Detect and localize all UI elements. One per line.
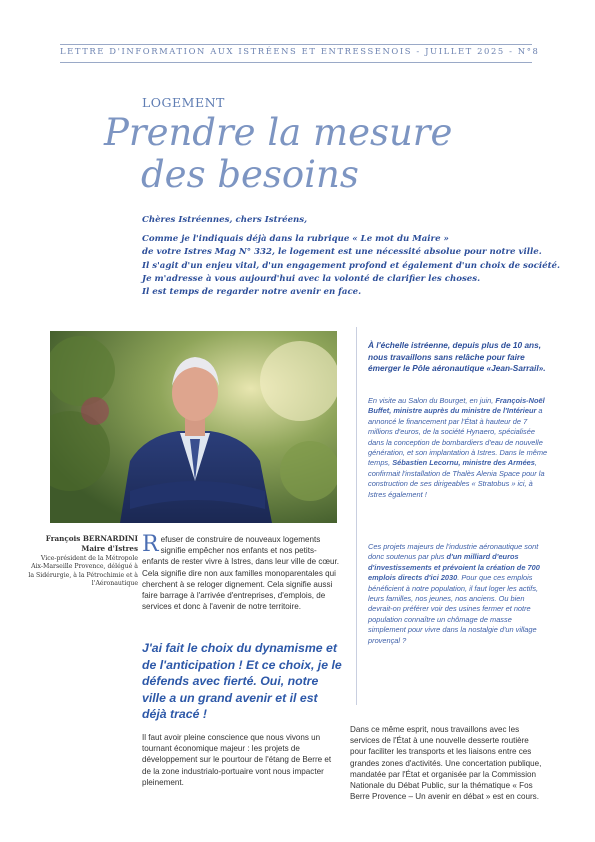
text-span: , confirmait l'installation de Thalès Alenia Space pour la construction de ses dirigeables « Stratobus » ici, à Istres également !: [368, 458, 545, 499]
intro-line: Il s'agit d'un enjeu vital, d'un engagement profond et également d'un choix de société.: [142, 260, 560, 271]
photo-caption: [28, 534, 138, 589]
pull-quote: J'ai fait le choix du dynamisme et de l'anticipation ! Et ce choix, je le défends avec fierté. Oui, notre ville a un grand avenir et il est déjà tracé !: [142, 641, 342, 722]
caption-title: Maire d'Istres: [81, 543, 138, 553]
text-span: Ces projets majeurs de l'industrie aéronautique sont donc soutenus par plus: [368, 542, 539, 562]
emphasis-text: d'un milliard d'euros d'investissements et prévoient la création de 700 emplois directs d'ici 2030: [368, 552, 540, 583]
header-bottom-rule: [60, 62, 532, 63]
column-divider: [356, 327, 357, 705]
intro-salutation: Chères Istréennes, chers Istréens,: [142, 215, 308, 225]
sidebar-lead: À l'échelle istréenne, depuis plus de 10 ans, nous travaillons sans relâche pour faire émerger le Pôle aéronautique «Jean-Sarrail».: [368, 340, 546, 374]
intro-line: de votre Istres Mag N° 332, le logement est une nécessité absolue pour notre ville.: [142, 247, 542, 258]
page-title: [104, 112, 452, 196]
mayor-portrait-photo: [50, 331, 337, 523]
intro-text: [142, 214, 560, 299]
body-paragraph-1-text: efuser de construire de nouveaux logements signifie empêcher nos enfants et nos petits-enfants de rester vivre à Istres, dans leur ville de cœur. Cela signifie dire non aux familles monoparentales qui cherchent à se reloger dignement. Cela signifie aussi faire barrage à l'arrivée d'entreprises, d'emplois, de services et donc à l'avenir de notre territoire.: [142, 535, 340, 612]
emphasis-text: François-Noël Buffet, ministre auprès du ministre de l'Intérieur: [368, 396, 545, 416]
header-top-rule: [60, 44, 532, 45]
emphasis-text: Sébastien Lecornu, ministre des Armées: [392, 458, 535, 468]
title-line-2: des besoins: [141, 153, 359, 196]
sidebar-bottom-paragraph: Dans ce même esprit, nous travaillons avec les services de l'État à une nouvelle desserte routière pour faciliter les transports et les liaisons entre ces grandes zones d'activités. Une concertation publique, mandatée par l'État et organisée par la Commission Nationale du Débat Public, sur la thématique « Fos Berre Provence – Un avenir en débat » est en cours.: [350, 725, 542, 802]
body-paragraph-2: Il faut avoir pleine conscience que nous vivons un tournant économique majeur : les projets de développement sur le pourtour de l'étang de Berre et de la zone industrialo-portuaire vont nous impacter pleinement.: [142, 733, 332, 787]
intro-line: Je m'adresse à vous aujourd'hui avec la volonté de clarifier les choses.: [142, 273, 481, 284]
newsletter-header: LETTRE D'INFORMATION AUX ISTRÉENS ET ENTRESSENOIS - JUILLET 2025 - N°8: [60, 46, 540, 56]
drop-cap: R: [142, 532, 159, 557]
text-span: a annoncé le financement par l'État à hauteur de 7 millions d'euros, de la société Hynaero, spécialisée dans la conception de bombardiers d'eau de nouvelle génération, et son implantation à Istres. Dans le même temps,: [368, 406, 548, 468]
sidebar-paragraph-2: [368, 396, 548, 500]
text-span: En visite au Salon du Bourget, en juin,: [368, 396, 496, 405]
sidebar-paragraph-3: [368, 542, 548, 646]
text-span: . Pour que ces emplois bénéficient à notre population, il faut loger les actifs, leurs familles, nos jeunes, nos anciens. Ou bien devrait-on préférer voir des usines fermer et notre population connaître un chômage de masse simplement pour vivre dans la nostalgie d'un village provençal ?: [368, 573, 539, 645]
caption-role: Vice-président de la Métropole Aix-Marseille Provence, délégué à la Sidérurgie, à la Pétrochimie et à l'Aéronautique: [28, 555, 138, 588]
section-label: LOGEMENT: [142, 95, 225, 110]
intro-line: Il est temps de regarder notre avenir en face.: [142, 287, 362, 298]
title-line-1: Prendre la mesure: [104, 111, 453, 154]
caption-name: François BERNARDINI: [45, 534, 138, 543]
intro-line: Comme je l'indiquais déjà dans la rubrique « Le mot du Maire »: [142, 234, 449, 245]
body-paragraph-1: [142, 534, 342, 612]
